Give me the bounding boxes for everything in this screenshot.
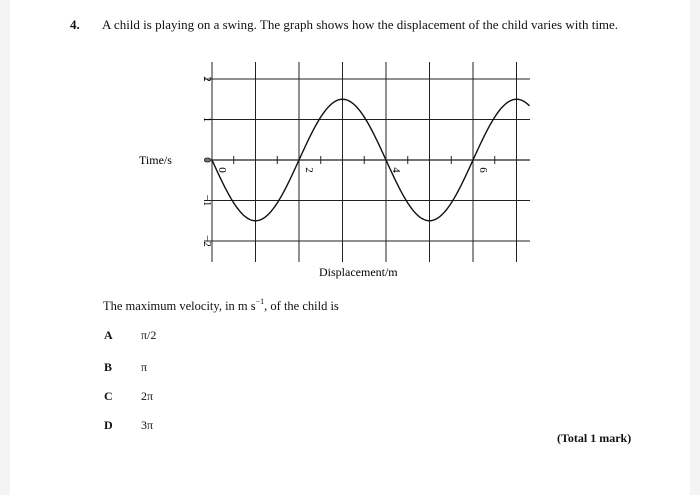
x-tick-label: 4 xyxy=(390,167,402,173)
stem-suffix: , of the child is xyxy=(264,299,339,313)
y-tick-label: −2 xyxy=(201,235,213,247)
chart-grid xyxy=(204,62,530,262)
question-number: 4. xyxy=(70,17,80,32)
option-text: 2π xyxy=(141,389,154,403)
y-tick-label: 2 xyxy=(201,76,213,82)
y-tick-label: 1 xyxy=(201,116,213,123)
option-text: 3π xyxy=(141,418,154,432)
x-tick-label: 2 xyxy=(303,167,315,173)
option-letter: D xyxy=(104,418,113,432)
question-text: A child is playing on a swing. The graph shows how the displacement of the child varies with time. xyxy=(102,17,619,32)
y-axis-label: Time/s xyxy=(139,153,172,167)
x-tick-labels xyxy=(216,167,489,173)
y-tick-labels xyxy=(201,76,213,247)
worksheet-page xyxy=(10,0,690,495)
option-text: π xyxy=(141,360,148,374)
stem-superscript: −1 xyxy=(255,297,265,306)
y-tick-label: −1 xyxy=(201,194,213,207)
stem-prefix: The maximum velocity, in m s xyxy=(103,299,256,313)
option-letter: C xyxy=(104,389,113,403)
option-letter: A xyxy=(104,328,113,342)
option-letter: B xyxy=(104,360,113,374)
option-text: π/2 xyxy=(141,328,157,342)
question-stem xyxy=(103,297,339,314)
x-tick-label: 6 xyxy=(477,167,489,173)
x-axis-label: Displacement/m xyxy=(319,265,398,279)
x-tick-label: 0 xyxy=(216,167,228,173)
total-marks: (Total 1 mark) xyxy=(557,431,632,445)
y-tick-label: 0 xyxy=(201,157,213,163)
